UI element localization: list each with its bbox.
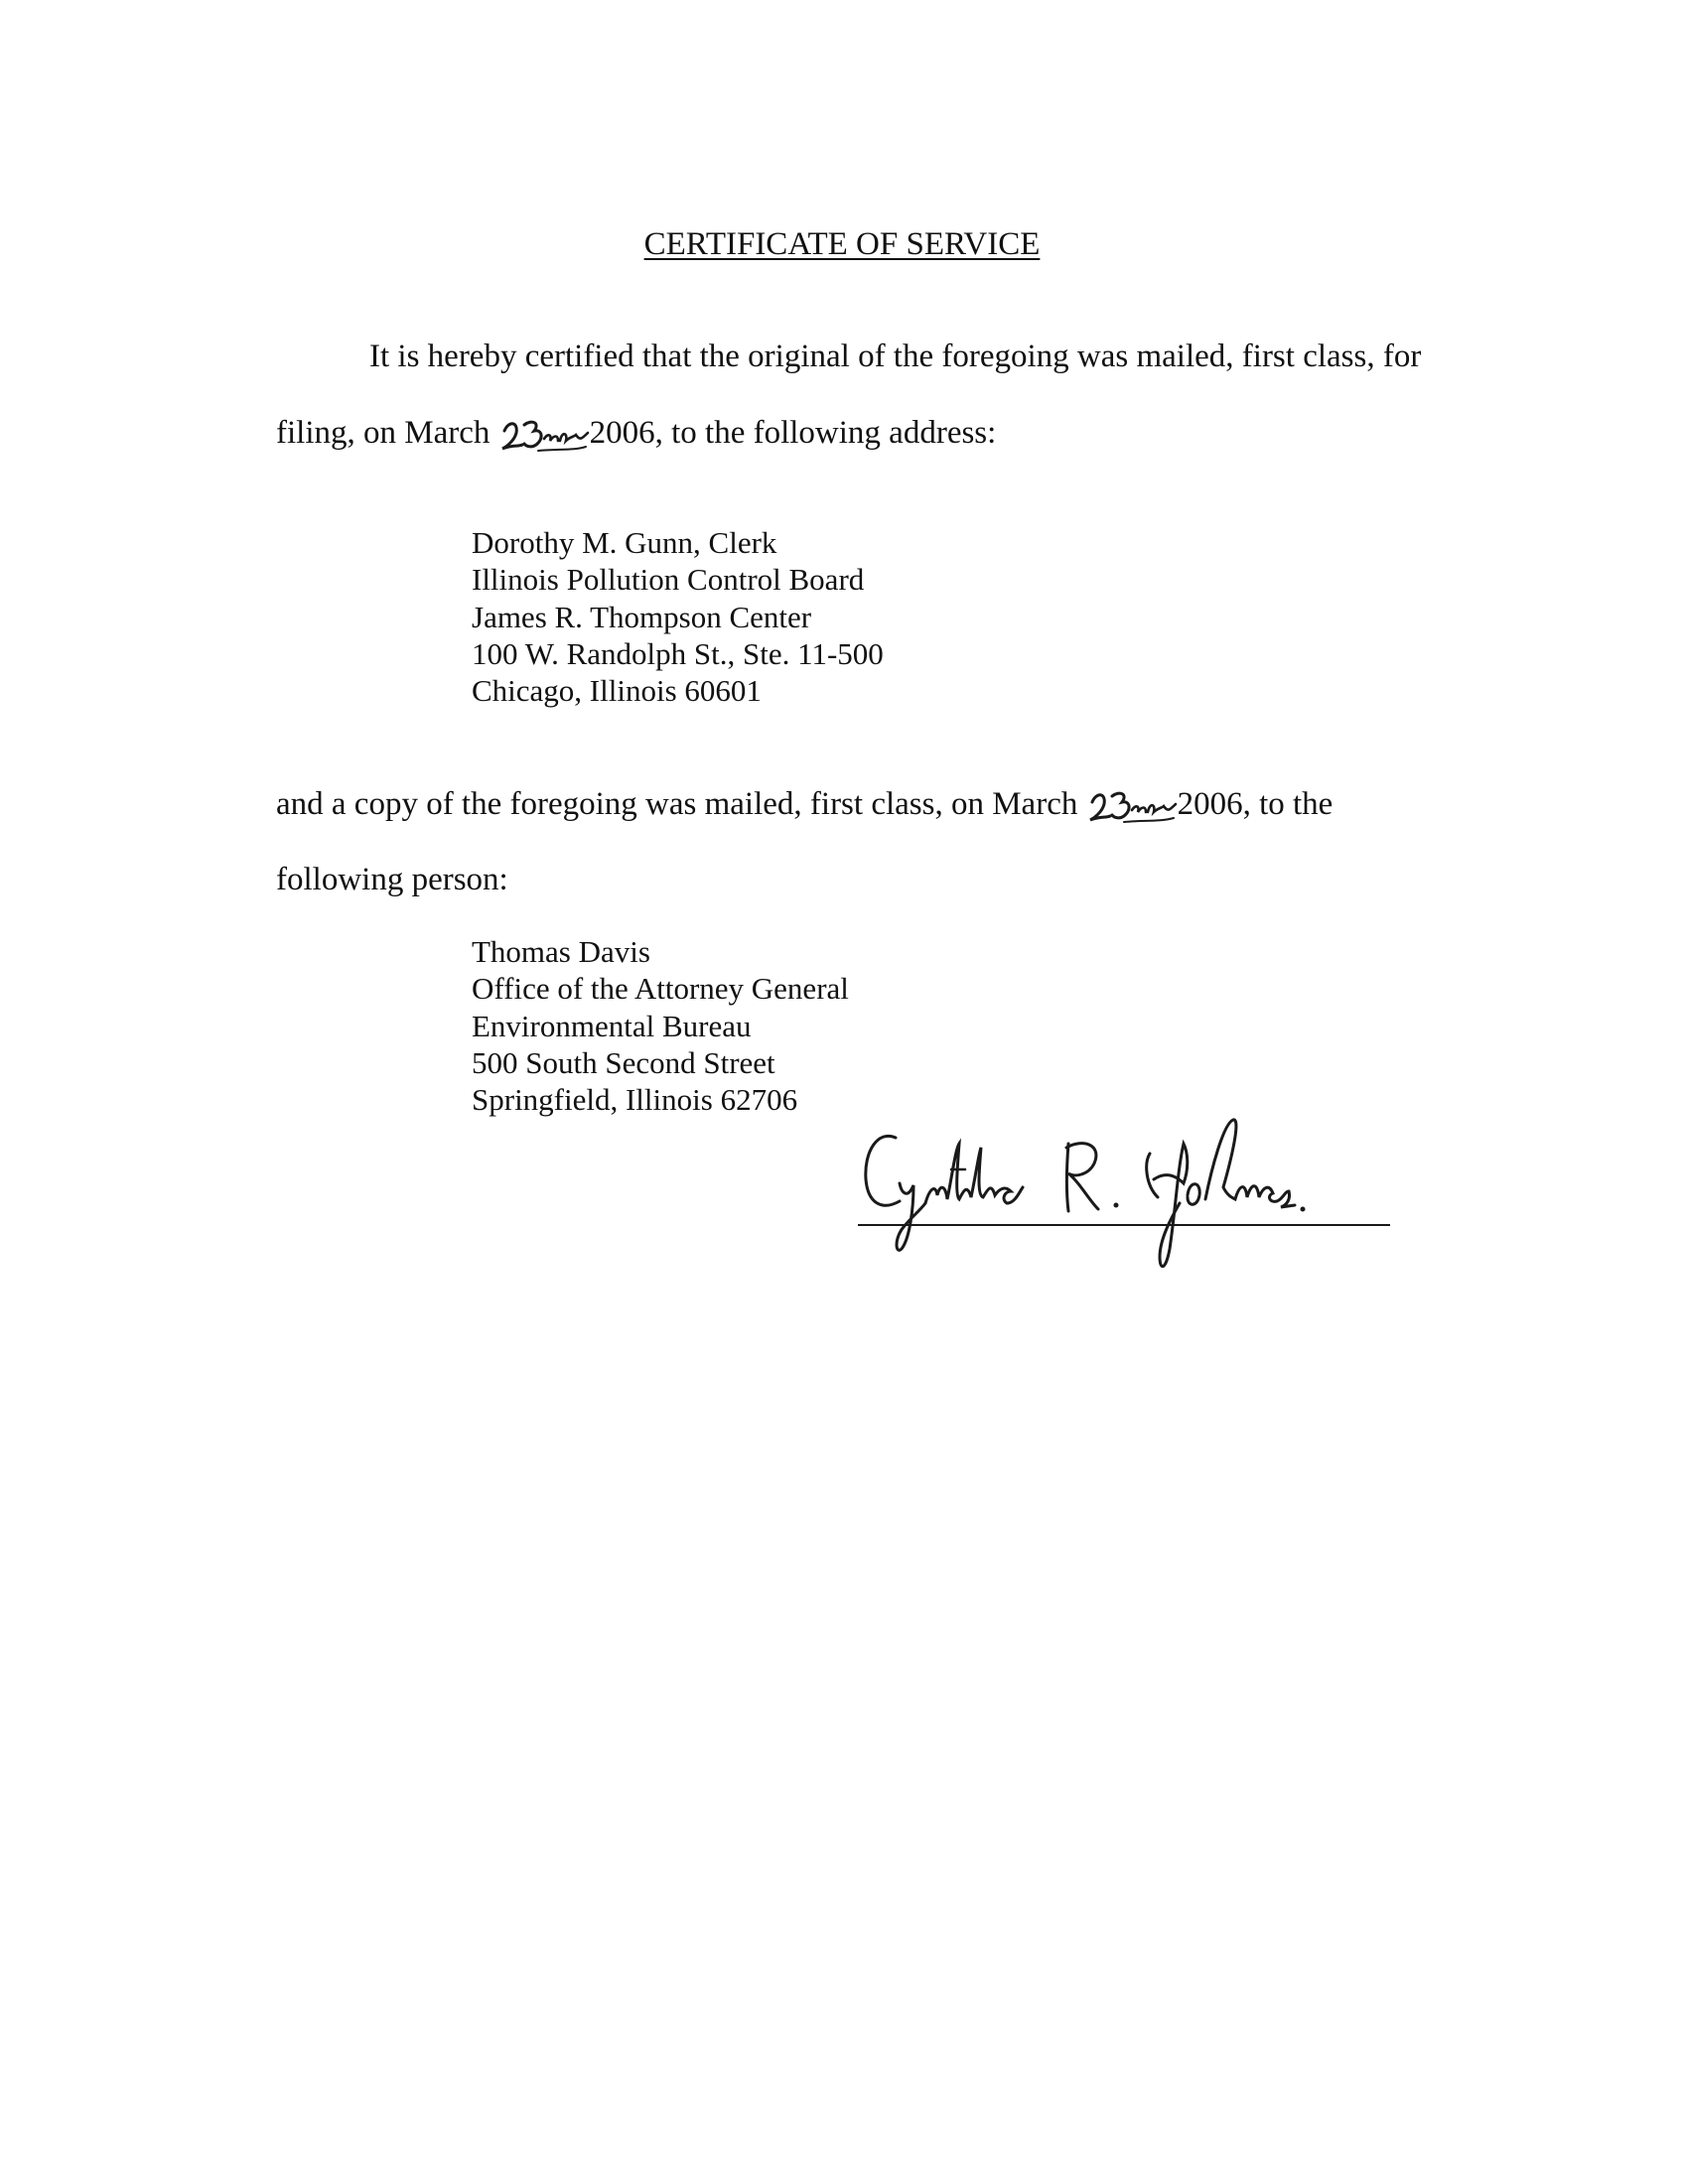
paragraph1-line1: It is hereby certified that the original of the foregoing was mailed, first class, for [369, 339, 1422, 374]
paragraph1-line2-after: 2006, to the following address: [589, 415, 997, 451]
address1-line: James R. Thompson Center [472, 599, 812, 634]
handwritten-day-23rd-mark-2 [1086, 778, 1178, 828]
address-block-2 [472, 933, 849, 1118]
certificate-title [0, 224, 1684, 264]
paragraph2-line1-before: and a copy of the foregoing was mailed, first class, on March [276, 786, 1078, 822]
address-block-1 [472, 524, 884, 709]
handwritten-date-1 [498, 413, 590, 453]
address2-line: Springfield, Illinois 62706 [472, 1082, 798, 1118]
signature-stroke [897, 1183, 925, 1250]
address1-line: 100 W. Randolph St., Ste. 11-500 [472, 635, 884, 671]
signature-stroke [925, 1144, 1023, 1203]
paragraph2-line1-after: 2006, to the [1177, 786, 1333, 822]
signature-stroke [1147, 1144, 1188, 1267]
signature-stroke [1066, 1144, 1098, 1211]
address2-line: Office of the Attorney General [472, 971, 849, 1007]
address2-line: Thomas Davis [472, 934, 650, 969]
signature-stroke [1188, 1120, 1295, 1207]
handwritten-day-23rd-mark-1 [498, 407, 590, 457]
address1-line: Dorothy M. Gunn, Clerk [472, 525, 777, 560]
signature-stroke [866, 1136, 900, 1205]
signature-dot [1301, 1207, 1306, 1212]
address1-line: Illinois Pollution Control Board [472, 562, 865, 598]
handwritten-date-2 [1086, 784, 1178, 824]
paragraph2-line2: following person: [276, 862, 508, 897]
paragraph1-line2-before: filing, on March [276, 415, 491, 451]
handwritten-signature [856, 1100, 1392, 1279]
address1-line: Chicago, Illinois 60601 [472, 673, 762, 709]
address2-line: Environmental Bureau [472, 1008, 752, 1043]
paragraph2-line1 [276, 784, 1333, 824]
address2-line: 500 South Second Street [472, 1044, 775, 1080]
certificate-title-text: CERTIFICATE OF SERVICE [643, 226, 1041, 262]
signature-dot [1114, 1203, 1119, 1208]
paragraph1-line2 [276, 413, 996, 453]
